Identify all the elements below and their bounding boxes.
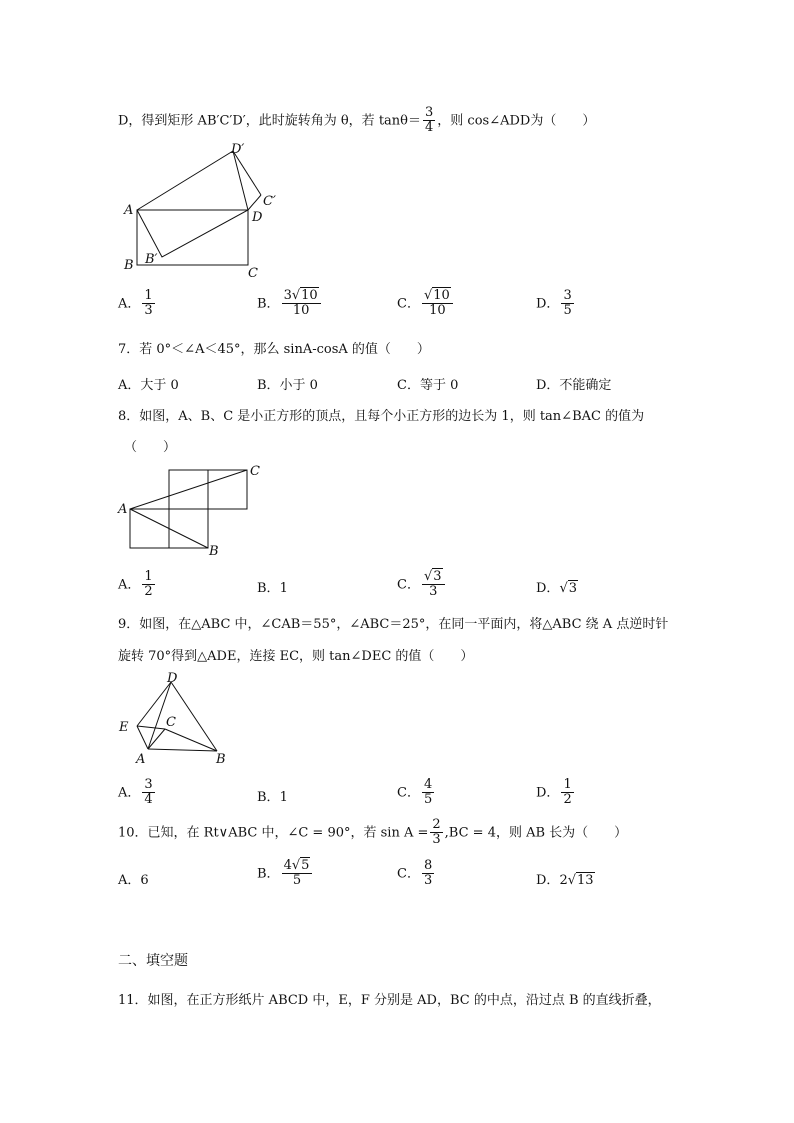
q7-option-c[interactable]: C．等于 0 <box>397 378 459 393</box>
q6-text <box>118 106 595 136</box>
q9-label-e: E <box>119 720 129 735</box>
q7-option-d[interactable]: D．不能确定 <box>536 378 612 393</box>
q8-label-a: A <box>118 502 128 517</box>
q6-option-c[interactable]: C． $\frac{√10}{10}$ <box>397 289 455 319</box>
q10-text-a: 10．已知，在 Rt∨ABC 中，∠C = 90°，若 sin A = <box>118 825 429 841</box>
q6-label-d: D <box>252 210 263 225</box>
q8-option-b[interactable]: B．1 <box>257 581 288 596</box>
q9-label-c: C <box>166 715 176 730</box>
q9-label-b: B <box>216 752 226 767</box>
q11-text: 11．如图，在正方形纸片 ABCD 中，E，F 分别是 AD，BC 的中点，沿过点 B 的直线折叠， <box>118 993 661 1008</box>
q8-text: 8．如图，A、B、C 是小正方形的顶点，且每个小正方形的边长为 1，则 tan∠BAC 的值为 <box>118 409 645 424</box>
q6-option-d[interactable]: D． $\frac{3}{5}$ <box>536 288 572 319</box>
q6-text-b: ，则 cos∠ADD为（ ） <box>437 113 596 129</box>
q6-rect-ab'c'd' <box>137 151 248 257</box>
q8-option-a[interactable]: A． $\frac{1}{2}$ <box>118 569 153 600</box>
q9-text-2: 旋转 70°得到△ADE，连接 EC，则 tan∠DEC 的值（ ） <box>118 649 474 664</box>
q10-option-a[interactable]: A．6 <box>118 873 149 888</box>
q7-option-b[interactable]: B．小于 0 <box>257 378 318 393</box>
q9-option-a[interactable]: A． $\frac{3}{4}$ <box>118 777 153 808</box>
q8-label-b: B <box>209 544 219 558</box>
q9-option-c[interactable]: C． $\frac{4}{5}$ <box>397 777 433 808</box>
q10-option-b[interactable]: B． $\frac{4√5}{5}$ <box>257 859 314 889</box>
q8-figure <box>112 458 277 558</box>
q6-label-dprime: D′ <box>231 142 245 157</box>
q10-option-c[interactable]: C． $\frac{8}{3}$ <box>397 858 433 889</box>
q9-text: 9．如图，在△ABC 中，∠CAB＝55°，∠ABC＝25°，在同一平面内，将△ABC 绕 A 点逆时针 <box>118 617 669 632</box>
q9-figure <box>112 668 242 768</box>
q10-text-b: ,BC = 4，则 AB 长为（ ） <box>444 825 628 841</box>
section-title: 二、填空题 <box>118 953 188 969</box>
q8-text-2: （ ） <box>124 440 177 455</box>
q6-option-b[interactable]: B． $\frac{3√10}{10}$ <box>257 289 323 319</box>
q6-fraction: $\frac{3}{4}$ <box>425 105 434 136</box>
q9-label-d: D <box>167 671 178 686</box>
q7-text: 7．若 0°＜∠A＜45°，那么 sinA-cosA 的值（ ） <box>118 342 430 357</box>
q6-text-a: D，得到矩形 AB′C′D′，此时旋转角为 θ，若 tanθ＝ <box>118 113 421 129</box>
q6-option-a[interactable]: A． $\frac{1}{3}$ <box>118 288 153 319</box>
q9-option-d[interactable]: D． $\frac{1}{2}$ <box>536 777 572 808</box>
q7-option-a[interactable]: A．大于 0 <box>118 378 179 393</box>
q6-label-b: B <box>124 258 134 273</box>
q6-label-bprime: B′ <box>145 252 158 267</box>
q10-option-d[interactable]: D．2√13 <box>536 873 594 888</box>
q8-option-d[interactable]: D．√3 <box>536 581 578 596</box>
q6-label-c: C <box>248 266 258 280</box>
q6-label-cprime: C′ <box>263 194 276 209</box>
q6-figure <box>112 140 292 280</box>
q8-label-c: C <box>250 464 260 479</box>
q10-fraction: $\frac{2}{3}$ <box>432 817 441 848</box>
q6-label-a: A <box>124 203 134 218</box>
q8-option-c[interactable]: C． $\frac{√3}{3}$ <box>397 570 447 600</box>
q9-label-a: A <box>136 752 146 767</box>
q10-text <box>118 818 627 848</box>
q9-option-b[interactable]: B．1 <box>257 790 288 805</box>
q8-line-ac <box>130 470 247 509</box>
